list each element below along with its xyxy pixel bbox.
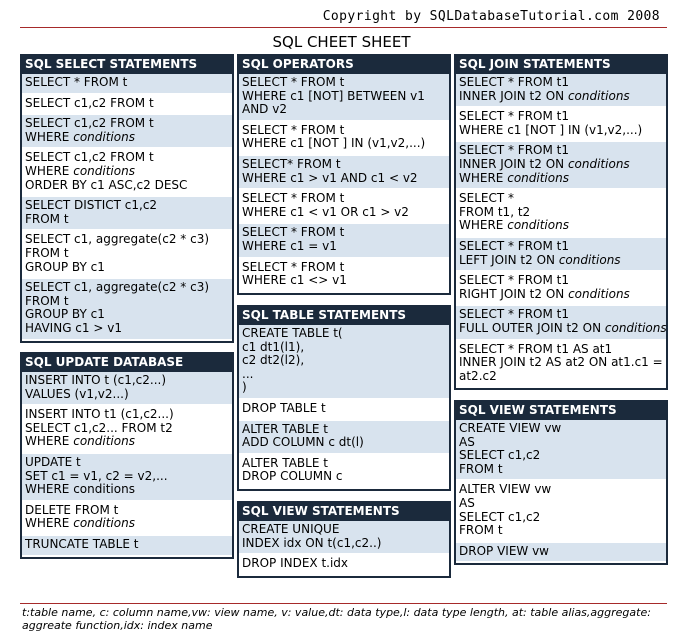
code-line: c1 dt1(l1), [242,339,305,354]
sql-snippet [239,74,449,122]
copyright-text: Copyright by SQLDatabaseTutorial.com 2008 [322,9,660,24]
code-line: SELECT c1,c2 FROM t [25,150,154,165]
sql-snippet [22,406,232,454]
code-line: ... [242,366,254,381]
code-line: DROP VIEW vw [459,543,549,558]
placeholder-term: conditions [567,156,630,171]
sql-snippet [239,156,449,190]
code-line: SELECT c1, aggregate(c2 * c3) [25,232,210,247]
placeholder-term: conditions [604,320,667,335]
code-line: SELECT * FROM t [242,191,345,206]
code-line: UPDATE t [25,454,81,469]
code-line: SELECT * FROM t1 AS at1 [459,341,613,356]
sql-snippet [239,259,449,293]
sql-snippet [22,197,232,231]
sql-snippet [456,74,666,108]
code-line: DROP TABLE t [242,400,326,415]
code-line: FROM t1, t2 [459,204,531,219]
sql-snippet [239,421,449,455]
panel-header: SQL VIEW STATEMENTS [239,503,449,521]
placeholder-term: conditions [507,218,569,233]
code-line: SELECT * FROM t [242,75,345,89]
placeholder-term: conditions [558,252,621,267]
sql-snippet [22,95,232,116]
code-line: WHERE conditions [25,129,135,144]
code-line: FROM t [459,461,503,476]
panel-header: SQL TABLE STATEMENTS [239,307,449,325]
code-line: CREATE VIEW vw [459,421,562,435]
sql-snippet [456,108,666,142]
sql-snippet [456,420,666,481]
sql-snippet [22,372,232,406]
code-line: INSERT INTO t1 (c1,c2...) [25,407,174,422]
placeholder-term: conditions [73,516,135,531]
sql-snippet [456,481,666,542]
placeholder-term: conditions [73,129,135,144]
code-line: FROM t [25,293,69,308]
sql-snippet [456,543,666,564]
code-line: INSERT INTO t (c1,c2...) [25,373,167,387]
code-line: WHERE c1 <> v1 [242,273,347,288]
placeholder-term: conditions [73,434,135,449]
code-line: AS [459,434,475,449]
sql-snippet [239,400,449,421]
code-line: VALUES (v1,v2...) [25,386,129,401]
code-line: SELECT * FROM t1 [459,238,569,253]
placeholder-term: conditions [73,163,135,178]
code-line: SELECT * FROM t1 [459,307,569,322]
code-line: WHERE conditions [25,482,135,497]
code-line: c2 dt2(l2), [242,353,305,368]
panel-operators [237,54,451,295]
code-line: GROUP BY c1 [25,307,105,322]
code-line: SELECT * FROM t [242,225,345,240]
code-line: ) [242,380,247,395]
code-line: INNER JOIN t2 AS at2 ON at1.c1 = [459,355,663,370]
panel-update-database [20,352,234,559]
code-line: SELECT c1,c2 [459,448,541,463]
bottom-rule [20,603,667,604]
code-line: SELECT DISTICT c1,c2 [25,198,158,213]
code-line: SELECT c1,c2 FROM t [25,116,154,131]
code-line: CREATE TABLE t( [242,326,343,340]
sql-snippet [22,279,232,340]
sql-snippet [22,502,232,536]
code-line: GROUP BY c1 [25,259,105,274]
code-line: INDEX idx ON t(c1,c2..) [242,535,382,550]
panel-header: SQL UPDATE DATABASE [22,354,232,372]
legend-footnote: t:table name, c: column name,vw: view name, v: value,dt: data type,l: data type length, at: table alias,aggregate: aggreate function,idx: index name [22,606,651,632]
sql-snippet [239,190,449,224]
code-line: FROM t [25,211,69,226]
code-line: DELETE FROM t [25,502,119,517]
panel-join-statements [454,54,668,390]
code-line: SELECT c1,c2 [459,509,541,524]
panel-header: SQL JOIN STATEMENTS [456,56,666,74]
code-line: WHERE c1 [NOT ] IN (v1,v2,...) [242,136,426,151]
code-line: ALTER VIEW vw [459,482,552,497]
placeholder-term: conditions [568,286,630,301]
sql-snippet [239,122,449,156]
code-line: WHERE conditions [25,163,135,178]
code-line: INNER JOIN t2 ON conditions [459,88,630,103]
page-title: SQL CHEET SHEET [272,33,411,51]
code-line: INNER JOIN t2 ON conditions [459,156,630,171]
sql-snippet [456,341,666,389]
code-line: CREATE UNIQUE [242,522,340,536]
code-line: LEFT JOIN t2 ON conditions [459,252,621,267]
sql-snippet [456,238,666,272]
sql-snippet [239,325,449,400]
code-line: SELECT * FROM t [242,122,345,137]
sql-snippet [239,224,449,258]
sql-snippet [239,555,449,576]
code-line: AS [459,495,475,510]
code-line: WHERE conditions [25,434,135,449]
code-line: WHERE c1 = v1 [242,238,337,253]
code-line: SELECT * FROM t1 [459,143,569,158]
sql-snippet [456,272,666,306]
sql-snippet [22,149,232,197]
sql-snippet [239,521,449,555]
code-line: FROM t [459,523,503,538]
placeholder-term: conditions [567,88,630,103]
panel-index-statements [237,501,451,578]
sql-snippet [22,74,232,95]
code-line: FROM t [25,245,69,260]
code-line: SELECT* FROM t [242,156,341,171]
code-line: SELECT * FROM t [25,75,128,89]
code-line: WHERE c1 > v1 AND c1 < v2 [242,170,418,185]
code-line: ADD COLUMN c dt(l) [242,435,364,450]
code-line: WHERE conditions [459,218,569,233]
code-line: HAVING c1 > v1 [25,320,122,335]
panel-header: SQL SELECT STATEMENTS [22,56,232,74]
code-line: SELECT c1,c2 FROM t [25,95,154,110]
code-line: DROP COLUMN c [242,469,343,484]
code-line: ALTER TABLE t [242,421,328,436]
panel-header: SQL OPERATORS [239,56,449,74]
sql-snippet [22,231,232,279]
code-line: TRUNCATE TABLE t [25,536,139,551]
top-rule [20,27,667,28]
code-line: FULL OUTER JOIN t2 ON conditions [459,320,667,335]
sql-snippet [22,115,232,149]
code-line: ORDER BY c1 ASC,c2 DESC [25,177,188,192]
panel-header: SQL VIEW STATEMENTS [456,402,666,420]
code-line: SELECT * FROM t1 [459,75,569,89]
panel-view-statements [454,400,668,565]
code-line: WHERE c1 [NOT] BETWEEN v1 [242,88,425,103]
placeholder-term: conditions [507,170,569,185]
sql-snippet [239,455,449,489]
code-line: SET c1 = v1, c2 = v2,... [25,468,168,483]
code-line: SELECT c1,c2... FROM t2 [25,420,173,435]
code-line: RIGHT JOIN t2 ON conditions [459,286,630,301]
sql-snippet [456,306,666,340]
code-line: SELECT * FROM t [242,259,345,274]
sql-snippet [22,454,232,502]
panel-select-statements [20,54,234,343]
code-line: SELECT c1, aggregate(c2 * c3) [25,280,210,295]
code-line: SELECT * FROM t1 [459,109,569,124]
code-line: WHERE c1 < v1 OR c1 > v2 [242,204,409,219]
code-line: AND v2 [242,102,287,117]
panel-table-statements [237,305,451,491]
code-line: at2.c2 [459,368,497,383]
code-line: SELECT * FROM t1 [459,273,569,288]
sql-snippet [456,142,666,190]
code-line: WHERE conditions [25,516,135,531]
sql-snippet [22,536,232,557]
code-line: SELECT * [459,191,514,206]
sql-snippet [456,190,666,238]
code-line: ALTER TABLE t [242,455,328,470]
code-line: WHERE conditions [459,170,569,185]
code-line: WHERE c1 [NOT ] IN (v1,v2,...) [459,122,643,137]
code-line: DROP INDEX t.idx [242,556,349,571]
